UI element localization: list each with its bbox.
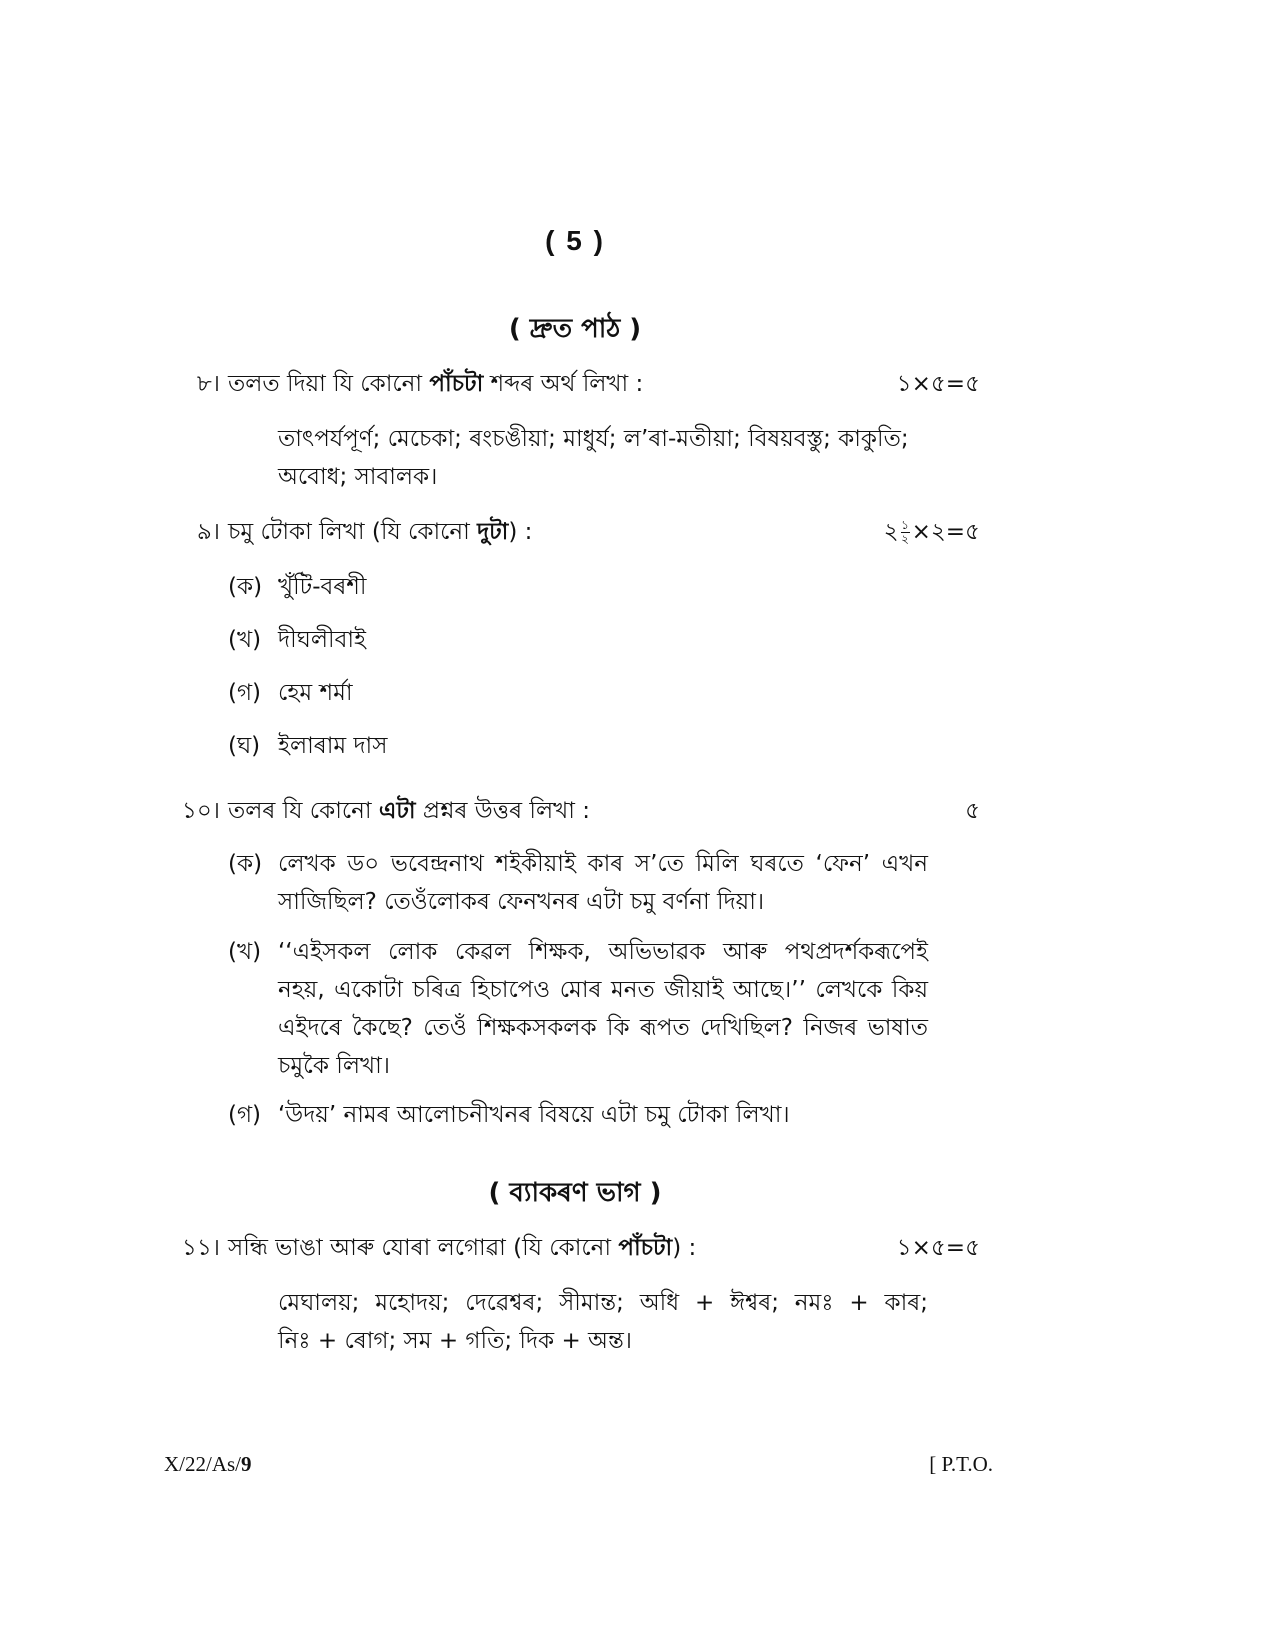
question-number: ৯। [196,519,220,545]
question-8-words [278,420,928,496]
question-marks: ৫ [965,798,980,824]
question-11 [150,1232,980,1264]
list-item: (গ) ‘উদয়’ নামৰ আলোচনীখনৰ বিষয়ে এটা চমু টোকা লিখা। [228,1102,790,1128]
list-item: (খ) ‘‘এইসকল লোক কেৱল শিক্ষক, অভিভাৱক আৰু পথপ্ৰদৰ্শকৰূপেই নহয়, একোটা চৰিত্ৰ হিচাপেও মোৰ মনত জীয়াই আছে।’’ লেখকে কিয় এইদৰে কৈছে? তেওঁ শিক্ষকসকলক কি ৰূপত দেখিছিল? নিজৰ ভাষাত চমুকৈ লিখা। [228,939,928,1079]
list-item: (ক) লেখক ড০ ভবেন্দ্ৰনাথ শইকীয়াই কাৰ স’তে মিলি ঘৰতে ‘ফেন’ এখন সাজিছিল? তেওঁলোকৰ ফেনখনৰ এটা চমু বৰ্ণনা দিয়া। [228,851,928,915]
page-number: ( 5 ) [545,225,605,256]
please-turn-over: [ P.T.O. [929,1452,993,1476]
question-11-words [278,1284,928,1360]
question-text: চমু টোকা লিখা (যি কোনো দুটা) : [228,519,533,545]
question-number: ১১। [181,1235,220,1261]
question-number: ৮। [196,371,220,397]
question-number: ১০। [181,798,220,824]
fraction-half: $\frac{১}{২}$ [901,518,909,546]
words-line: তাৎপৰ্যপূৰ্ণ; মেচেকা; ৰংচঙীয়া; মাধুৰ্য; ল’ৰা-মতীয়া; বিষয়বস্তু; কাকুতি; [278,426,909,452]
section-heading-rapid-reading: ( দ্ৰুত পাঠ ) [508,314,642,344]
list-item: (ক) খুঁটি-বৰশী [228,574,367,600]
question-marks: ২ $\frac{১}{২}$ ×২=৫ [883,518,980,546]
paper-code: X/22/As/9 [164,1452,252,1476]
section-heading-grammar: ( ব্যাকৰণ ভাগ ) [488,1178,662,1208]
question-marks: ১×৫=৫ [896,371,980,397]
question-marks: ১×৫=৫ [896,1235,980,1261]
question-9 [150,516,980,548]
words-line: মেঘালয়; মহোদয়; দেৱেশ্বৰ; সীমান্ত; অধি + ঈশ্বৰ; নমঃ + কাৰ; [278,1290,928,1316]
question-text: তলত দিয়া যি কোনো পাঁচটা শব্দৰ অৰ্থ লিখা : [228,371,644,397]
question-text: তলৰ যি কোনো এটা প্ৰশ্নৰ উত্তৰ লিখা : [228,798,590,824]
question-8 [150,368,980,400]
list-item: (খ) দীঘলীবাই [228,627,367,653]
question-10 [150,795,980,827]
list-item: (ঘ) ইলাৰাম দাস [228,733,388,759]
words-line: নিঃ + ৰোগ; সম + গতি; দিক + অন্ত। [278,1328,633,1354]
list-item: (গ) হেম শৰ্মা [228,680,353,706]
words-line: অবোধ; সাবালক। [278,464,438,490]
question-text: সন্ধি ভাঙা আৰু যোৰা লগোৱা (যি কোনো পাঁচটা) : [228,1235,697,1261]
